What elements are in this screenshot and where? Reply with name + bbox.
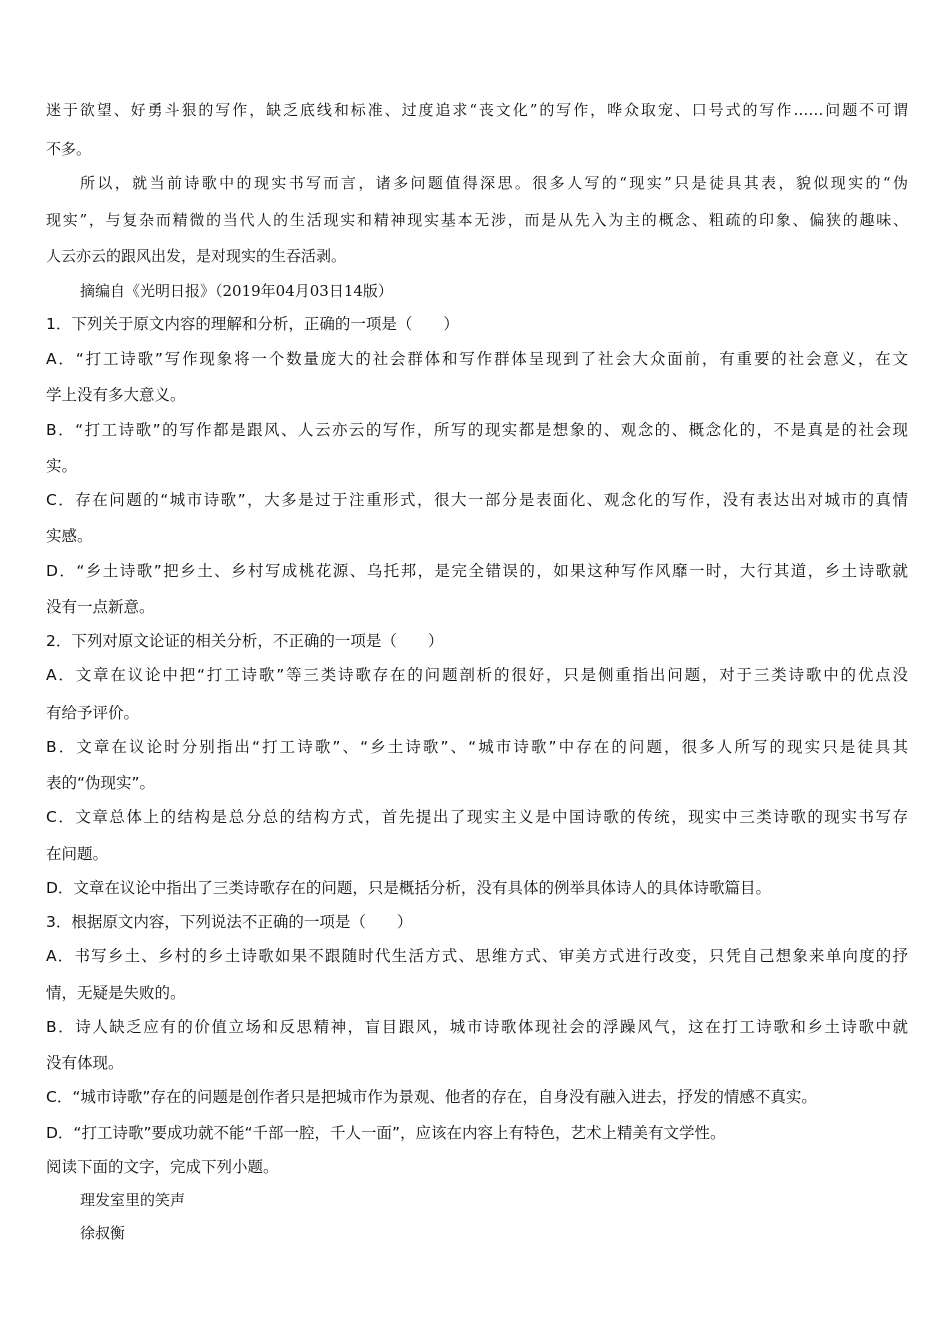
question-2-option-a-line-2: 有给予评价。 — [46, 704, 140, 722]
question-3-stem: 3．根据原文内容，下列说法不正确的一项是（ ） — [46, 913, 413, 931]
question-3-option-a-line-2: 情，无疑是失败的。 — [46, 984, 186, 1002]
passage-paragraph-1-line-1: 迷于欲望、好勇斗狠的写作，缺乏底线和标准、过度追求“丧文化”的写作，哗众取宠、口号式的写作……问题不可谓 — [46, 101, 908, 119]
question-3-option-d-line-1: D．“打工诗歌”要成功就不能“千部一腔，千人一面”，应该在内容上有特色，艺术上精美有文学性。 — [46, 1124, 726, 1142]
question-1-option-b-line-1: B．“打工诗歌”的写作都是跟风、人云亦云的写作，所写的现实都是想象的、观念的、概念化的，不是真是的社会现 — [46, 421, 908, 439]
question-2-option-d-line-1: D．文章在议论中指出了三类诗歌存在的问题，只是概括分析，没有具体的例举具体诗人的具体诗歌篇目。 — [46, 879, 771, 897]
question-3-option-c-line-1: C．“城市诗歌”存在的问题是创作者只是把城市作为景观、他者的存在，自身没有融入进去，抒发的情感不真实。 — [46, 1088, 817, 1106]
question-3-option-a-line-1: A．书写乡土、乡村的乡土诗歌如果不跟随时代生活方式、思维方式、审美方式进行改变，只凭自己想象来单向度的抒 — [46, 947, 908, 965]
question-1-option-c-line-2: 实感。 — [46, 527, 93, 545]
question-1-option-c-line-1: C．存在问题的“城市诗歌”，大多是过于注重形式，很大一部分是表面化、观念化的写作，没有表达出对城市的真情 — [46, 491, 908, 509]
question-1-stem: 1．下列关于原文内容的理解和分析，正确的一项是（ ） — [46, 315, 459, 333]
reading-author: 徐叔衡 — [80, 1224, 126, 1242]
question-2-stem: 2．下列对原文论证的相关分析，不正确的一项是（ ） — [46, 632, 444, 650]
question-2-option-c-line-2: 在问题。 — [46, 845, 109, 863]
passage-paragraph-2-line-3: 人云亦云的跟风出发，是对现实的生吞活剥。 — [46, 247, 347, 265]
question-1-option-a-line-1: A．“打工诗歌”写作现象将一个数量庞大的社会群体和写作群体呈现到了社会大众面前，有重要的社会意义，在文 — [46, 350, 908, 368]
question-2-option-b-line-2: 表的“伪现实”。 — [46, 774, 156, 792]
question-1-option-d-line-2: 没有一点新意。 — [46, 598, 155, 616]
passage-paragraph-1-line-2: 不多。 — [46, 140, 92, 158]
question-3-option-b-line-2: 没有体现。 — [46, 1054, 124, 1072]
reading-instruction: 阅读下面的文字，完成下列小题。 — [46, 1158, 279, 1176]
question-2-option-a-line-1: A．文章在议论中把“打工诗歌”等三类诗歌存在的问题剖析的很好，只是侧重指出问题，对于三类诗歌中的优点没 — [46, 666, 908, 684]
question-3-option-b-line-1: B．诗人缺乏应有的价值立场和反思精神，盲目跟风，城市诗歌体现社会的浮躁风气，这在打工诗歌和乡土诗歌中就 — [46, 1018, 908, 1036]
passage-paragraph-2-line-1: 所以，就当前诗歌中的现实书写而言，诸多问题值得深思。很多人写的“现实”只是徒具其表，貌似现实的“伪 — [80, 174, 908, 192]
question-2-option-c-line-1: C．文章总体上的结构是总分总的结构方式，首先提出了现实主义是中国诗歌的传统，现实中三类诗歌的现实书写存 — [46, 808, 908, 826]
question-2-option-b-line-1: B．文章在议论时分别指出“打工诗歌”、“乡土诗歌”、“城市诗歌”中存在的问题，很多人所写的现实只是徒具其 — [46, 738, 908, 756]
reading-title: 理发室里的笑声 — [80, 1191, 186, 1209]
passage-source: 摘编自《光明日报》（2019年04月03日14版） — [80, 282, 393, 300]
question-1-option-b-line-2: 实。 — [46, 457, 78, 475]
passage-paragraph-2-line-2: 现实”，与复杂而精微的当代人的生活现实和精神现实基本无涉，而是从先入为主的概念、粗疏的印象、偏狭的趣味、 — [46, 211, 908, 229]
question-1-option-d-line-1: D．“乡土诗歌”把乡土、乡村写成桃花源、乌托邦，是完全错误的，如果这种写作风靡一时，大行其道，乡土诗歌就 — [46, 562, 908, 580]
question-1-option-a-line-2: 学上没有多大意义。 — [46, 386, 186, 404]
